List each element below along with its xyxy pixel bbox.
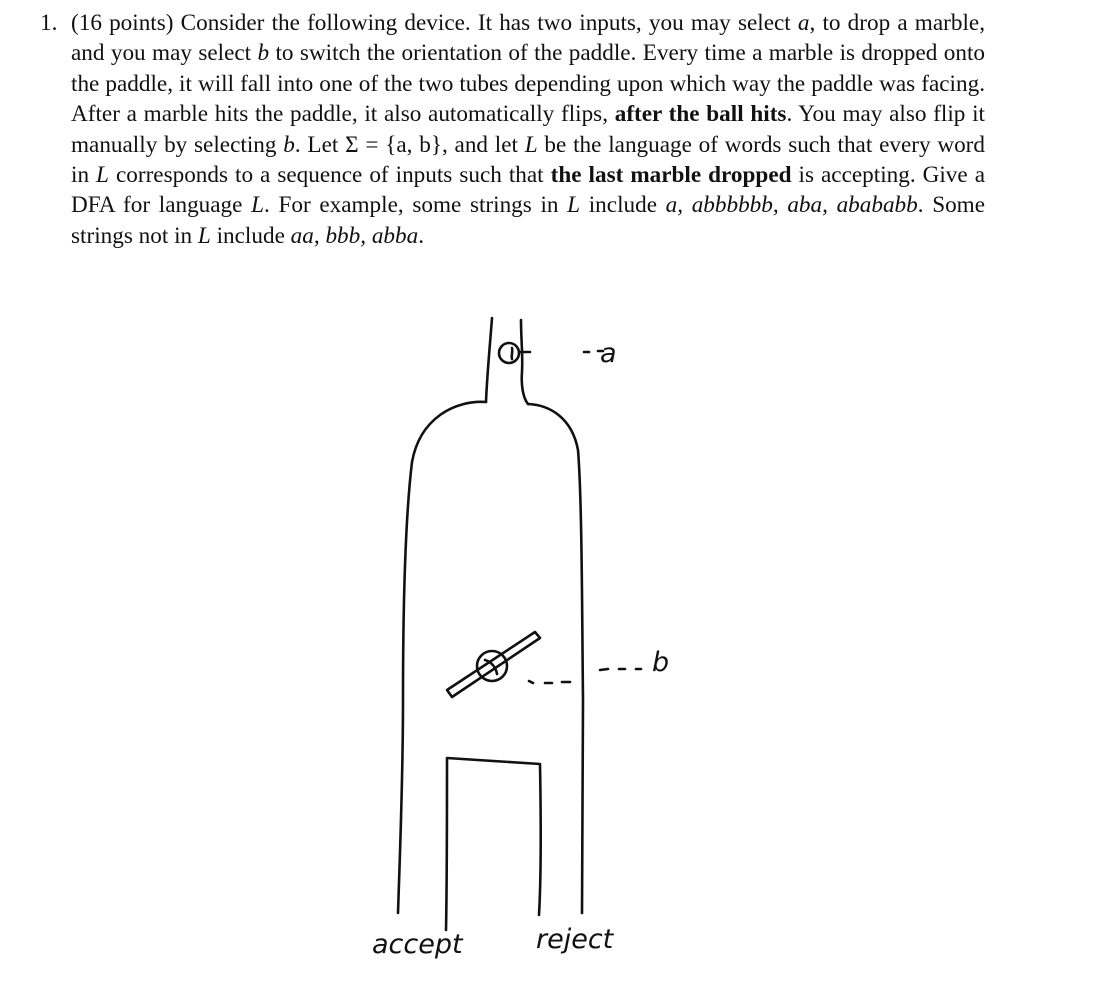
body-right-shoulder [528,404,583,913]
language-symbol: L [251,192,265,219]
input-b-symbol: b [283,131,295,158]
b-pointer-4 [600,669,608,670]
text-segment: , and let [441,131,525,158]
text-segment: Consider the following device. It has two inputs, you may select [173,10,798,36]
emphasis-after-ball-hits: after the ball hits [614,101,787,128]
b-pointer-1 [529,681,533,683]
text-segment: . For example, some strings in [264,192,568,219]
text-segment: include [580,192,666,219]
input-a-symbol: a [797,10,810,36]
points-label: (16 points) [71,10,174,36]
marble-circle [499,343,519,363]
body-left-shoulder [398,402,486,913]
label-b: b [652,647,670,678]
label-reject: reject [536,924,614,955]
marble-gate [512,348,513,359]
text-segment: . Some strings not in [71,192,986,249]
text-segment: is accepting. Give a DFA for language [71,162,985,219]
text-segment: to switch the orientation of the paddle. Every time a marble is dropped onto the paddle, it will fall into one of the two tubes depending upon which way the paddle was facing. After a marble hits the paddle, it also automatically flips, [71,40,986,128]
text-segment: . You may also flip it manually by selecting [71,101,985,158]
text-segment: corresponds to a sequence of inputs such that [108,162,551,189]
problem-number: 1. [40,10,58,36]
text-segment: include [210,222,291,249]
emphasis-last-marble: the last marble dropped [550,162,792,189]
language-symbol: L [197,222,211,249]
accepted-examples: a, abbbbbb, aba, abababb [665,192,918,219]
tube-divider [446,758,541,930]
input-b-symbol: b [257,40,270,67]
text-segment: be the language of words such that every word in [71,131,985,189]
label-accept: accept [372,929,463,960]
language-symbol: L [96,162,109,189]
text-segment: . Let [294,131,346,158]
rejected-examples: aa, bbb, abba [290,222,419,249]
text-segment: . [418,222,424,249]
label-a: a [600,338,617,369]
text-segment: , to drop a marble, and you may select [71,10,985,67]
alphabet-definition: Σ = {a, b} [345,131,442,158]
language-symbol: L [524,131,538,158]
language-symbol: L [567,192,581,219]
funnel-right-wall [521,320,528,404]
funnel-left-wall [486,318,492,402]
